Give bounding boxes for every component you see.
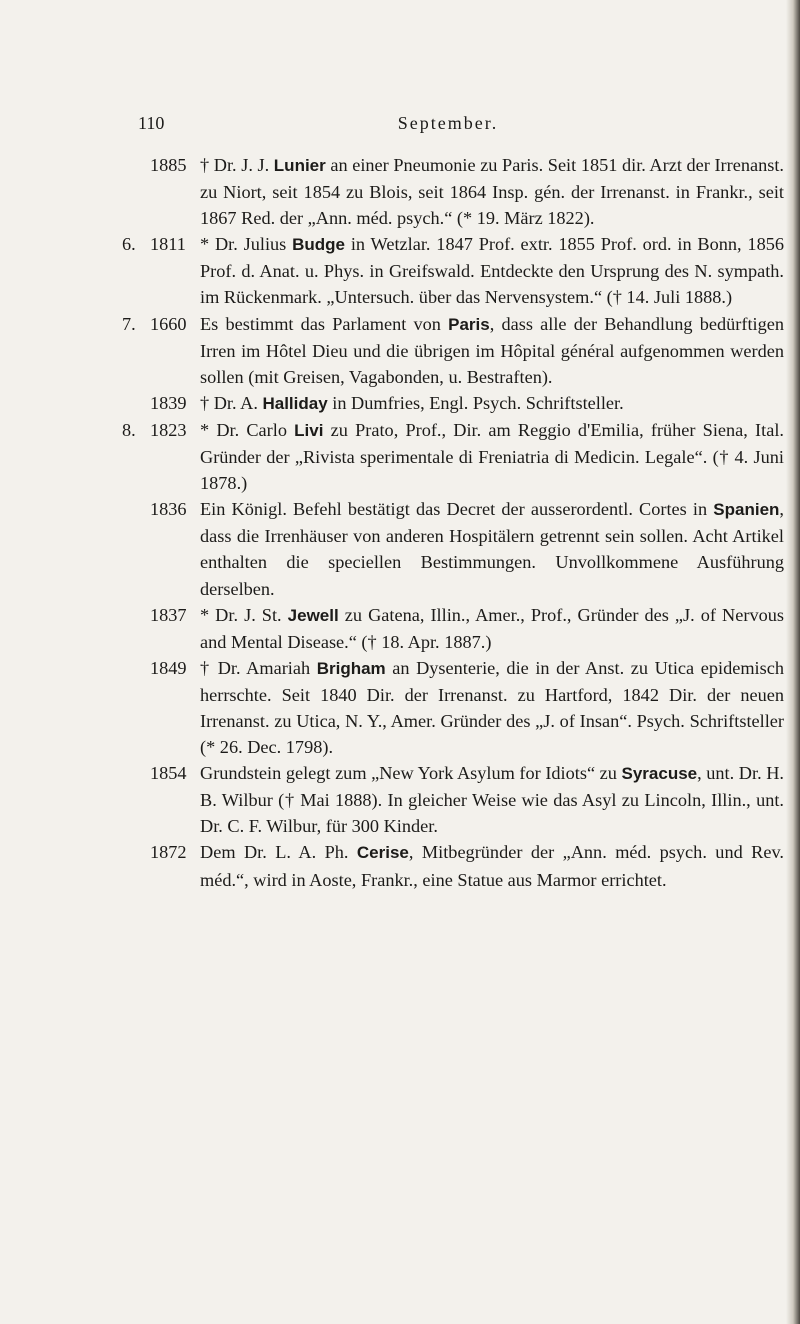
entry: [122, 655, 784, 760]
entry-list: [122, 152, 784, 893]
entry: [122, 760, 784, 839]
entry-text: Ein Königl. Befehl bestätigt das Decret der ausserordentl. Cortes in Spanien, dass die Irrenhäuser von anderen Hospitälern getrennt sein sollen. Acht Artikel enthalten die speciellen Bestimmungen. Unvollkommene Ausführung derselben.: [200, 499, 784, 599]
day-marker: 7.: [122, 313, 136, 334]
entry-text: † Dr. Amariah Brigham an Dysenterie, die in der Anst. zu Utica epidemisch herrschte. Seit 1840 Dir. der Irrenanst. zu Hartford, 1842 Dir. der neuen Irrenanst. zu Utica, N. Y., Amer. Gründer des „J. of Insan“. Psych. Schriftsteller (* 26. Dec. 1798).: [200, 657, 784, 758]
day-marker: 6.: [122, 234, 136, 255]
entry-text: Dem Dr. L. A. Ph. Cerise, Mitbegründer der „Ann. méd. psych. und Rev. méd.“, wird in Aoste, Frankr., eine Statue aus Marmor errichtet.: [200, 842, 784, 890]
entry: [122, 152, 784, 231]
page-edge-shadow: [786, 0, 800, 1324]
entry-year: 1872: [150, 842, 187, 863]
place-name: Paris: [448, 314, 490, 334]
entry-year: 1885: [150, 155, 187, 175]
entry-text: * Dr. Carlo Livi zu Prato, Prof., Dir. am Reggio d'Emilia, früher Siena, Ital. Gründer der „Rivista sperimentale di Freniatria di Medicin. Legale“. († 4. Juni 1878.): [200, 419, 784, 494]
entry-text: Grundstein gelegt zum „New York Asylum for Idiots“ zu Syracuse, unt. Dr. H. B. Wilbur († Mai 1888). In gleicher Weise wie das Asyl zu Lincoln, Illin., unt. Dr. C. F. Wilbur, für 300 Kinder.: [200, 763, 784, 837]
entry-year: 1854: [150, 763, 187, 784]
entry-year: 1660: [150, 313, 187, 334]
entry: [122, 231, 784, 310]
entry: [122, 839, 784, 892]
day-marker: 8.: [122, 419, 136, 440]
entry-text: * Dr. Julius Budge in Wetzlar. 1847 Prof. extr. 1855 Prof. ord. in Bonn, 1856 Prof. d. Anat. u. Phys. in Greifswald. Entdeckte den Ursprung des N. sympath. im Rückenmark. „Untersuch. über das Nervensystem.“ († 14. Juli 1888.): [200, 234, 784, 308]
person-name: Jewell: [287, 605, 339, 625]
entry-text: Es bestimmt das Parlament von Paris, dass alle der Behandlung bedürftigen Irren im Hôtel Dieu und die übrigen im Hôpital général aufgenommen werden sollen (mit Greisen, Vagabonden, u. Bestraften).: [200, 313, 784, 387]
entry: [122, 417, 784, 496]
entry-year: 1836: [150, 499, 187, 520]
person-name: Budge: [292, 235, 346, 255]
place-name: Syracuse: [621, 764, 698, 784]
entry: [122, 496, 784, 601]
page-header: [138, 113, 698, 143]
person-name: Livi: [294, 420, 324, 440]
page-number: 110: [138, 113, 165, 133]
place-name: Spanien: [713, 500, 780, 520]
entry: [122, 390, 784, 417]
entry-year: 1823: [150, 419, 187, 440]
person-name: Lunier: [273, 156, 326, 175]
person-name: Halliday: [262, 393, 328, 413]
person-name: Brigham: [316, 658, 386, 678]
entry-text: † Dr. A. Halliday in Dumfries, Engl. Psych. Schriftsteller.: [200, 392, 624, 413]
person-name: Cerise: [356, 843, 409, 863]
entry: [122, 311, 784, 390]
entry-text: * Dr. J. St. Jewell zu Gatena, Illin., Amer., Prof., Gründer des „J. of Nervous and Mental Disease.“ († 18. Apr. 1887.): [200, 604, 784, 652]
entry-year: 1849: [150, 657, 187, 678]
running-head: September.: [397, 113, 499, 133]
entry: [122, 602, 784, 655]
entry-year: 1839: [150, 392, 187, 413]
entry-text: † Dr. J. J. Lunier an einer Pneumonie zu Paris. Seit 1851 dir. Arzt der Irrenanst. zu Niort, seit 1854 zu Blois, seit 1864 Insp. gén. der Irrenanst. in Frankr., seit 1867 Red. der „Ann. méd. psych.“ (* 19. März 1822).: [200, 155, 784, 229]
entry-year: 1811: [150, 234, 186, 255]
entry-year: 1837: [150, 604, 187, 625]
